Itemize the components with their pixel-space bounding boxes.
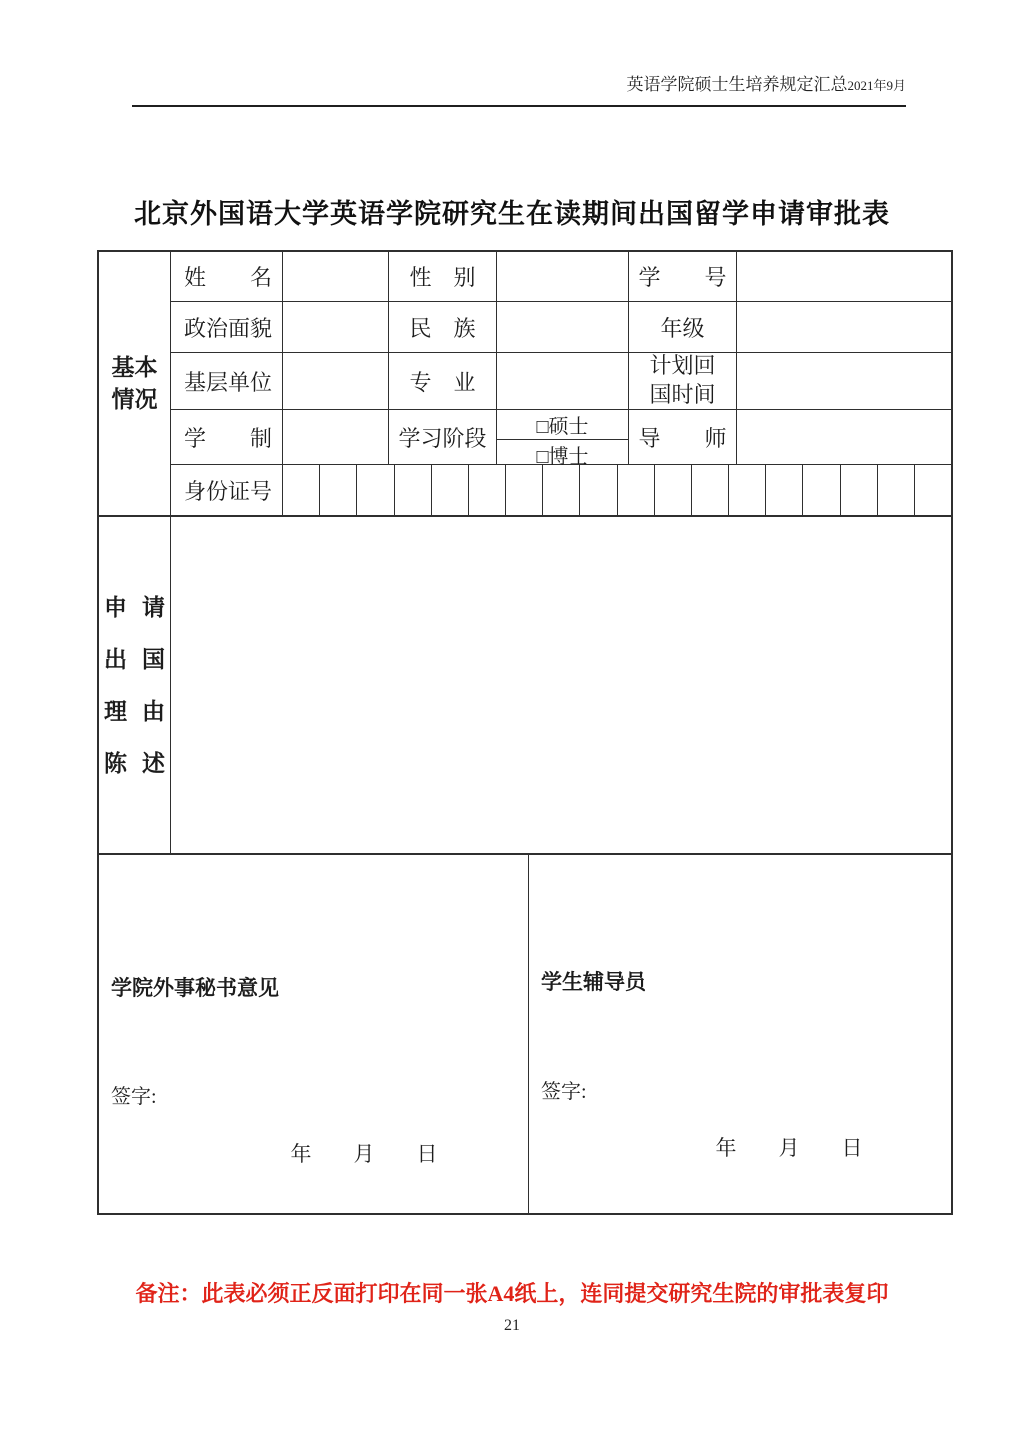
id-digit-box bbox=[914, 465, 951, 515]
advisor-value-cell bbox=[737, 410, 951, 465]
major-value-cell bbox=[497, 353, 629, 410]
id-digit-box bbox=[468, 465, 505, 515]
reason-label-line1: 申请 bbox=[104, 594, 180, 620]
study-length-value-cell bbox=[283, 410, 389, 465]
planned-return-time-value-cell bbox=[737, 353, 951, 410]
study-stage-option-master: □硕士 bbox=[497, 410, 628, 440]
header-rule bbox=[132, 105, 906, 107]
id-number-boxes bbox=[283, 465, 951, 517]
planned-return-time-label: 计划回国时间 bbox=[629, 353, 737, 410]
counselor-sign-label: 签字: bbox=[541, 1081, 587, 1103]
secretary-sign-label: 签字: bbox=[111, 1086, 157, 1108]
study-length-label: 学 制 bbox=[171, 410, 283, 465]
reason-label-line2: 出国 bbox=[104, 646, 180, 672]
id-digit-box bbox=[617, 465, 654, 515]
major-label: 专 业 bbox=[389, 353, 497, 410]
id-digit-box bbox=[654, 465, 691, 515]
political-status-value-cell bbox=[283, 302, 389, 353]
gender-label: 性 别 bbox=[389, 252, 497, 302]
id-digit-box bbox=[431, 465, 468, 515]
base-unit-label: 基层单位 bbox=[171, 353, 283, 410]
name-label: 姓 名 bbox=[171, 252, 283, 302]
footer-note: 备注：此表必须正反面打印在同一张A4纸上，连同提交研究生院的审批表复印 bbox=[135, 1281, 889, 1306]
advisor-label: 导 师 bbox=[629, 410, 737, 465]
study-stage-label: 学习阶段 bbox=[389, 410, 497, 465]
page-number: 21 bbox=[504, 1317, 520, 1334]
running-header bbox=[626, 70, 906, 95]
name-value-cell bbox=[283, 252, 389, 302]
reason-content-cell bbox=[171, 517, 951, 855]
basic-info-label-line2: 情况 bbox=[111, 386, 158, 412]
counselor-cell bbox=[529, 855, 951, 1213]
base-unit-value-cell bbox=[283, 353, 389, 410]
id-digit-box bbox=[283, 465, 319, 515]
student-id-value-cell bbox=[737, 252, 951, 302]
id-digit-box bbox=[765, 465, 802, 515]
ethnicity-value-cell bbox=[497, 302, 629, 353]
ethnicity-label: 民 族 bbox=[389, 302, 497, 353]
basic-info-label-line1: 基本 bbox=[111, 355, 158, 381]
study-stage-options-cell bbox=[497, 410, 629, 468]
id-digit-box bbox=[356, 465, 393, 515]
id-digit-box bbox=[394, 465, 431, 515]
gender-value-cell bbox=[497, 252, 629, 302]
id-digit-box bbox=[542, 465, 579, 515]
reason-label-line4: 陈述 bbox=[104, 750, 180, 776]
id-digit-box bbox=[840, 465, 877, 515]
student-id-label: 学 号 bbox=[629, 252, 737, 302]
id-digit-box bbox=[579, 465, 616, 515]
secretary-date-line: 年 月 日 bbox=[290, 1142, 438, 1166]
study-stage-option-doctor: □博士 bbox=[536, 446, 589, 468]
counselor-title: 学生辅导员 bbox=[541, 970, 646, 994]
political-status-label: 政治面貌 bbox=[171, 302, 283, 353]
id-digit-box bbox=[877, 465, 914, 515]
grade-label: 年级 bbox=[629, 302, 737, 353]
id-number-label: 身份证号 bbox=[171, 465, 283, 517]
page-title: 北京外国语大学英语学院研究生在读期间出国留学申请审批表 bbox=[134, 199, 890, 229]
counselor-date-line: 年 月 日 bbox=[715, 1136, 863, 1160]
secretary-opinion-cell bbox=[99, 855, 529, 1213]
id-digit-box bbox=[802, 465, 839, 515]
reason-section-label bbox=[99, 517, 180, 855]
id-digit-box bbox=[319, 465, 356, 515]
id-digit-box bbox=[691, 465, 728, 515]
basic-info-section-label bbox=[99, 252, 171, 517]
running-header-text: 英语学院硕士生培养规定汇总 bbox=[626, 75, 848, 94]
reason-label-line3: 理由 bbox=[104, 698, 180, 724]
secretary-opinion-title: 学院外事秘书意见 bbox=[111, 976, 279, 1000]
grade-value-cell bbox=[737, 302, 951, 353]
application-form-table bbox=[97, 250, 953, 1215]
id-digit-box bbox=[728, 465, 765, 515]
id-digit-box bbox=[505, 465, 542, 515]
running-header-date: 2021年9月 bbox=[847, 78, 906, 93]
